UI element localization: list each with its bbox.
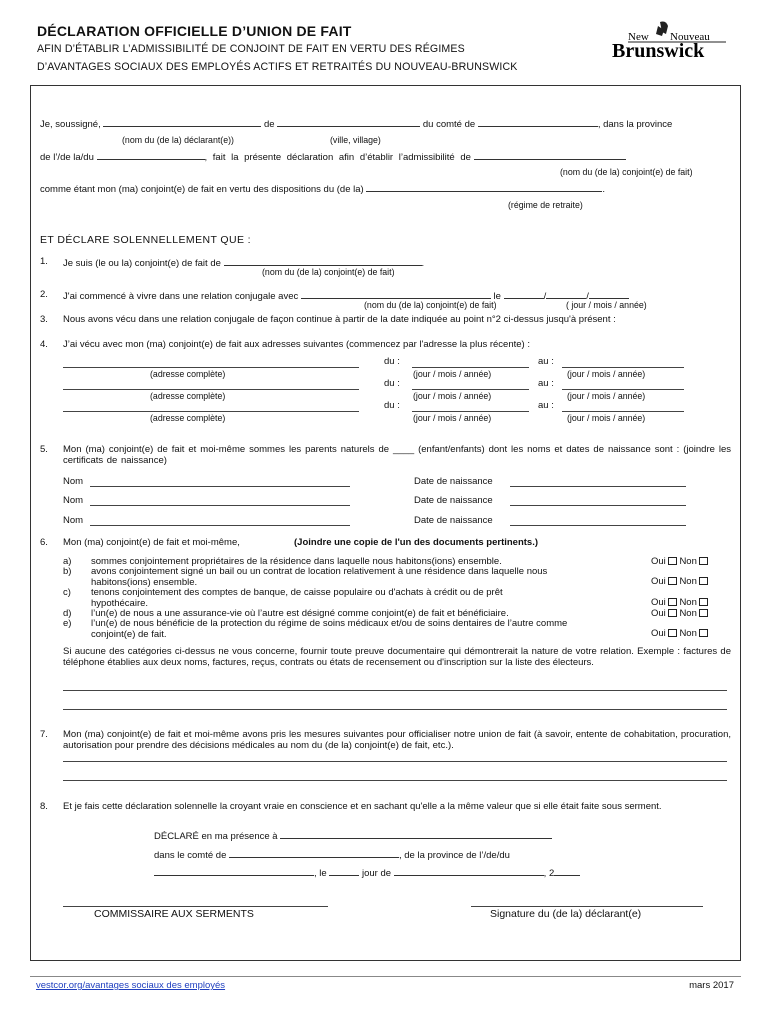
item-6-other-evidence-text: Si aucune des catégories ci-dessus ne vous concerne, fournir toute preuve documentaire qui démontrerait la nature de votre relation. Exemple : factures de téléphone établies aux deux noms, factures, reçus, contrats ou états de recensement ou d'inscription sur la liste des électeurs. xyxy=(63,646,731,668)
item-8-text: Et je fais cette déclaration solennelle la croyant vraie en conscience et en sachant qu'elle a la même valeur que si elle était faite sous serment. xyxy=(63,801,662,812)
item-6e-oui-checkbox[interactable] xyxy=(668,629,677,637)
address-2-au: au : xyxy=(538,378,554,389)
commissioner-label: COMMISSAIRE AUX SERMENTS xyxy=(94,908,254,920)
item-6c-oui-label: Oui xyxy=(651,597,666,608)
item-6d-letter: d) xyxy=(63,608,72,619)
item-6e-non-checkbox[interactable] xyxy=(699,629,708,637)
footer-link[interactable]: vestcor.org/avantages sociaux des employés xyxy=(36,980,226,991)
item-2-year-field[interactable] xyxy=(589,290,629,299)
item-6c-non-label: Non xyxy=(679,597,697,608)
intro-province: , dans la province xyxy=(597,119,673,130)
address-3-to-caption: (jour / mois / année) xyxy=(567,413,646,423)
intro-de-la: de l’/de la/du xyxy=(40,152,94,163)
item-6d-oui-label: Oui xyxy=(651,608,666,619)
logo-brunswick: Brunswick xyxy=(612,40,705,60)
address-2-to-caption: (jour / mois / année) xyxy=(567,391,646,401)
evidence-line-1[interactable] xyxy=(63,690,727,691)
item-6a-oui-label: Oui xyxy=(651,556,666,567)
item-1-text: Je suis (le ou la) conjoint(e) de fait de . xyxy=(63,258,425,269)
item-6b-oui-checkbox[interactable] xyxy=(668,577,677,585)
date-year-label: , 2 xyxy=(543,868,555,879)
item-6d-non-label: Non xyxy=(679,608,697,619)
intro-de: de xyxy=(264,119,275,130)
item-number-8: 8. xyxy=(40,801,48,812)
measures-line-2[interactable] xyxy=(63,780,727,781)
pension-plan-caption: (régime de retraite) xyxy=(508,200,583,210)
logo-new: New xyxy=(628,31,649,43)
item-2-le: le xyxy=(493,291,501,302)
item-number-5: 5. xyxy=(40,444,48,455)
commissioner-signature-line[interactable] xyxy=(63,906,328,907)
item-number-2: 2. xyxy=(40,289,48,300)
address-2-du: du : xyxy=(384,378,400,389)
declared-at-field[interactable] xyxy=(280,830,552,839)
declared-at-line xyxy=(154,830,552,843)
intro-comte: du comté de xyxy=(422,119,476,130)
item-number-3: 3. xyxy=(40,314,48,325)
item-6a-letter: a) xyxy=(63,556,72,567)
child-2-dob-label: Date de naissance xyxy=(414,495,493,506)
address-1-au: au : xyxy=(538,356,554,367)
intro-soussigne: Je, soussigné, xyxy=(40,119,101,130)
address-3-au: au : xyxy=(538,400,554,411)
intro-line2 xyxy=(40,151,626,164)
date-line xyxy=(154,867,580,880)
item-6-text: Mon (ma) conjoint(e) de fait et moi-même, xyxy=(63,537,240,548)
declarant-name-field[interactable] xyxy=(103,118,261,127)
sign-place-field[interactable] xyxy=(154,867,314,876)
item-number-6: 6. xyxy=(40,537,48,548)
item-6a-text: sommes conjointement propriétaires de la résidence dans laquelle nous habitons(ions) ensemble. xyxy=(91,556,502,567)
solemn-declaration-heading: ET DÉCLARE SOLENNELLEMENT QUE : xyxy=(40,234,251,246)
item-6b-choice xyxy=(651,577,708,588)
address-3-from-caption: (jour / mois / année) xyxy=(413,413,492,423)
address-2-from-field[interactable] xyxy=(412,389,529,390)
item-6-attach-note: (Joindre une copie de l'un des documents pertinents.) xyxy=(294,537,539,548)
child-3-name-label: Nom xyxy=(63,515,84,526)
item-2-month-field[interactable] xyxy=(546,290,586,299)
child-2-name-label: Nom xyxy=(63,495,84,506)
evidence-line-2[interactable] xyxy=(63,709,727,710)
item-6c-letter: c) xyxy=(63,587,71,598)
new-brunswick-logo xyxy=(608,20,732,60)
province-label: , de la province de l’/de/du xyxy=(399,850,510,861)
item-1-label: Je suis (le ou la) conjoint(e) de fait de xyxy=(63,258,221,269)
item-2-text: J'ai commencé à vivre dans une relation conjugale avec le / / xyxy=(63,290,629,303)
item-6b-non-label: Non xyxy=(679,576,697,587)
footer-divider xyxy=(30,976,741,977)
intro-dispositions: comme étant mon (ma) conjoint(e) de fait en vertu des dispositions du (de la) xyxy=(40,184,364,195)
address-3-caption: (adresse complète) xyxy=(150,413,226,423)
item-6e-oui-label: Oui xyxy=(651,628,666,639)
child-3-name-field[interactable] xyxy=(90,525,350,526)
item-2-day-field[interactable] xyxy=(504,290,544,299)
item-6b-oui-label: Oui xyxy=(651,576,666,587)
item-1-spouse-field[interactable] xyxy=(224,257,422,266)
item-5-text: Mon (ma) conjoint(e) de fait et moi-même sommes les parents naturels de ____ (enfant/enfants) dont les noms et dates de naissance sont : (joindre les certificats de naissance) xyxy=(63,444,731,466)
item-6b-text: avons conjointement signé un bail ou un contrat de location relativement à une résidence dans laquelle nous habitons(ions) ensemble. xyxy=(91,566,548,588)
sign-year-field[interactable] xyxy=(554,867,580,876)
form-title: DÉCLARATION OFFICIELLE D’UNION DE FAIT xyxy=(37,23,352,39)
item-7-text: Mon (ma) conjoint(e) de fait et moi-même avons pris les mesures suivantes pour officialiser notre union de fait (à savoir, entente de cohabitation, procuration, autorisation pour prendre des décisions médicales au nom du (de la) conjoint(e) de fait, etc.). xyxy=(63,729,731,751)
county-label: dans le comté de xyxy=(154,850,227,861)
item-6b-letter: b) xyxy=(63,566,72,577)
item-6c-non-checkbox[interactable] xyxy=(699,598,708,606)
address-1-du: du : xyxy=(384,356,400,367)
item-6a-oui-checkbox[interactable] xyxy=(668,557,677,565)
item-6a-non-label: Non xyxy=(679,556,697,567)
child-3-dob-field[interactable] xyxy=(510,525,686,526)
county-line xyxy=(154,849,510,862)
form-subtitle-line1: AFIN D’ÉTABLIR L’ADMISSIBILITÉ DE CONJOINT DE FAIT EN VERTU DES RÉGIMES xyxy=(37,43,465,55)
form-subtitle-line2: D’AVANTAGES SOCIAUX DES EMPLOYÉS ACTIFS ET RETRAITÉS DU NOUVEAU-BRUNSWICK xyxy=(37,61,518,73)
child-1-name-field[interactable] xyxy=(90,486,350,487)
item-6a-choice xyxy=(651,557,708,568)
item-6d-oui-checkbox[interactable] xyxy=(668,609,677,617)
declared-at-label: DÉCLARÉ en ma présence à xyxy=(154,831,278,842)
pension-plan-field[interactable] xyxy=(366,183,602,192)
footer-date: mars 2017 xyxy=(689,980,734,991)
address-2-to-field[interactable] xyxy=(562,389,684,390)
intro-line3: comme étant mon (ma) conjoint(e) de fait en vertu des dispositions du (de la) . xyxy=(40,184,605,195)
item-4-text: J’ai vécu avec mon (ma) conjoint(e) de fait aux adresses suivantes (commencez par l'adresse la plus récente) : xyxy=(63,339,530,350)
address-1-caption: (adresse complète) xyxy=(150,369,226,379)
item-6d-choice xyxy=(651,609,708,620)
item-3-text: Nous avons vécu dans une relation conjugale de façon continue à partir de la date indiquée au point n°2 ci-dessus jusqu'à présent : xyxy=(63,314,616,325)
declarant-signature-line[interactable] xyxy=(471,906,703,907)
province-field[interactable] xyxy=(97,151,205,160)
date-jour-label: jour de xyxy=(361,868,392,879)
item-6d-non-checkbox[interactable] xyxy=(699,609,708,617)
declarant-name-caption: (nom du (de la) déclarant(e)) xyxy=(122,135,234,145)
address-1-to-field[interactable] xyxy=(562,367,684,368)
item-number-1: 1. xyxy=(40,256,48,267)
item-6e-non-label: Non xyxy=(679,628,697,639)
county-field[interactable] xyxy=(478,118,598,127)
item-6e-letter: e) xyxy=(63,618,72,629)
date-le-label: , le xyxy=(314,868,327,879)
item-6c-oui-checkbox[interactable] xyxy=(668,598,677,606)
item-6a-non-checkbox[interactable] xyxy=(699,557,708,565)
city-field[interactable] xyxy=(277,118,420,127)
item-2-spouse-caption: (nom du (de la) conjoint(e) de fait) xyxy=(364,300,497,310)
address-1-from-caption: (jour / mois / année) xyxy=(413,369,492,379)
address-2-line[interactable] xyxy=(63,389,359,390)
item-6b-non-checkbox[interactable] xyxy=(699,577,708,585)
address-1-line[interactable] xyxy=(63,367,359,368)
item-number-4: 4. xyxy=(40,339,48,350)
item-6d-text: l’un(e) de nous a une assurance-vie où l’autre est désigné comme conjoint(e) de fait et bénéficiaire. xyxy=(91,608,509,619)
address-1-from-field[interactable] xyxy=(412,367,529,368)
item-2-label: J'ai commencé à vivre dans une relation conjugale avec xyxy=(63,291,299,302)
sign-day-field[interactable] xyxy=(329,867,359,876)
sign-month-field[interactable] xyxy=(394,867,544,876)
child-1-dob-label: Date de naissance xyxy=(414,476,493,487)
item-6e-text: l’un(e) de nous bénéficie de la protection du régime de soins médicaux et/ou de soins dentaires de l’autre comme conjoint(e) de fait. xyxy=(91,618,568,640)
city-caption: (ville, village) xyxy=(330,135,381,145)
spouse-name-caption: (nom du (de la) conjoint(e) de fait) xyxy=(560,167,693,177)
address-3-to-field[interactable] xyxy=(562,411,684,412)
child-2-name-field[interactable] xyxy=(90,505,350,506)
address-3-from-field[interactable] xyxy=(412,411,529,412)
item-number-7: 7. xyxy=(40,729,48,740)
child-2-dob-field[interactable] xyxy=(510,505,686,506)
intro-line1 xyxy=(40,118,672,131)
spouse-name-field[interactable] xyxy=(474,151,626,160)
child-1-dob-field[interactable] xyxy=(510,486,686,487)
address-3-line[interactable] xyxy=(63,411,359,412)
address-2-from-caption: (jour / mois / année) xyxy=(413,391,492,401)
item-2-date-caption: ( jour / mois / année) xyxy=(566,300,647,310)
address-2-caption: (adresse complète) xyxy=(150,391,226,401)
declarant-signature-label: Signature du (de la) déclarant(e) xyxy=(490,908,642,920)
child-1-name-label: Nom xyxy=(63,476,84,487)
measures-line-1[interactable] xyxy=(63,761,727,762)
county-sign-field[interactable] xyxy=(229,849,399,858)
intro-admissibilite: , fait la présente déclaration afin d’établir l’admissibilité de xyxy=(204,152,471,163)
item-6e-choice xyxy=(651,629,708,640)
address-1-to-caption: (jour / mois / année) xyxy=(567,369,646,379)
child-3-dob-label: Date de naissance xyxy=(414,515,493,526)
item-1-caption: (nom du (de la) conjoint(e) de fait) xyxy=(262,267,395,277)
logo-nouveau: Nouveau xyxy=(670,31,710,43)
item-6c-text: tenons conjointement des comptes de banque, de caisse populaire ou d'achats à crédit ou de prêt hypothécaire. xyxy=(91,587,503,609)
item-2-spouse-field[interactable] xyxy=(301,290,491,299)
address-3-du: du : xyxy=(384,400,400,411)
